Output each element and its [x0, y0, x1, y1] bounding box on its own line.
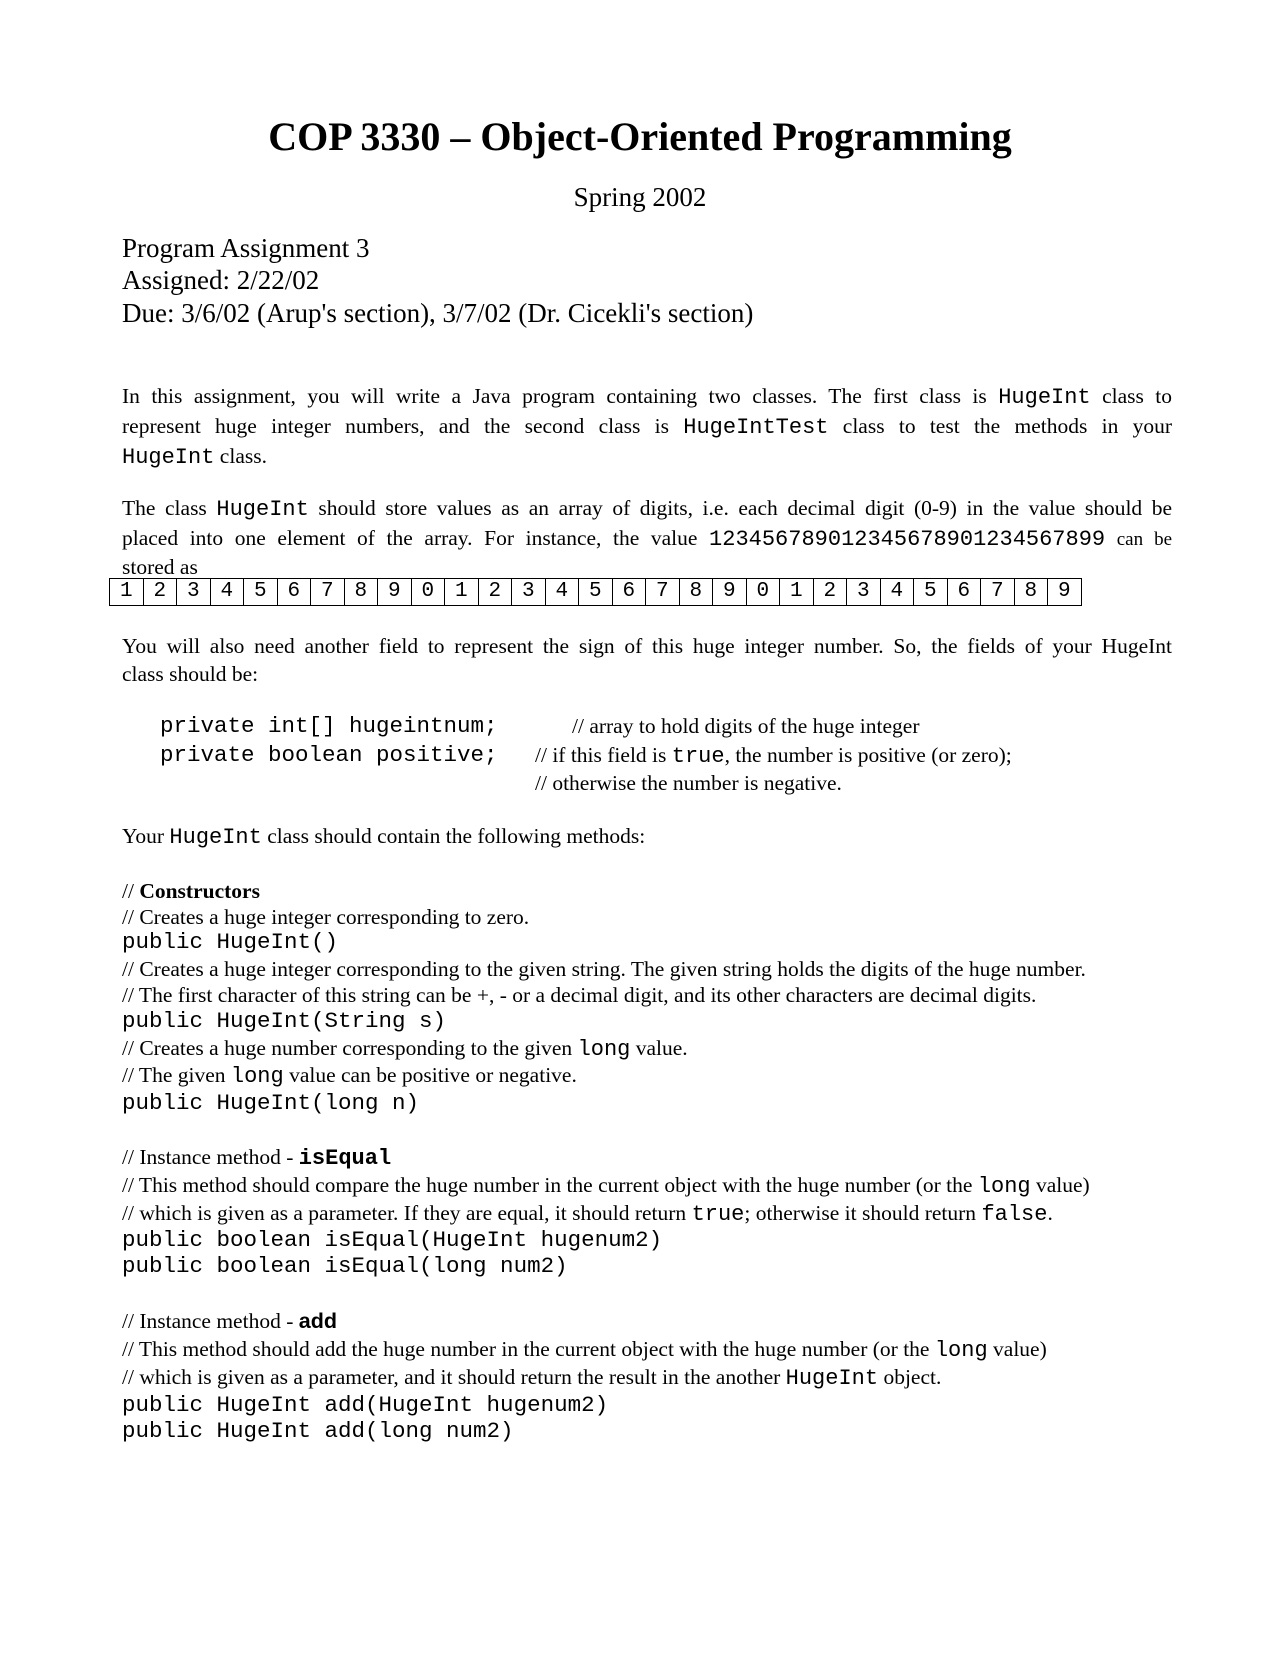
comment-text: // if this field is	[535, 743, 667, 767]
digit-cell: 5	[244, 579, 278, 605]
assigned-date: Assigned: 2/22/02	[122, 265, 320, 295]
digit-cell: 5	[579, 579, 613, 605]
isequal-heading	[122, 1144, 391, 1172]
comment-text: value)	[1036, 1173, 1090, 1197]
storage-text: The class	[122, 496, 207, 520]
inline-code: false	[981, 1202, 1048, 1227]
comment-text: ; otherwise it should return	[744, 1201, 977, 1225]
field-comment-sign	[535, 742, 1012, 770]
field-comment-digits: // array to hold digits of the huge integer	[572, 714, 920, 738]
isequal-comment-2	[122, 1200, 1053, 1228]
add-signature-long: public HugeInt add(long num2)	[122, 1418, 514, 1444]
inline-code: true	[671, 744, 725, 769]
comment-prefix: // Instance method -	[122, 1145, 294, 1169]
constructor-zero-signature: public HugeInt()	[122, 929, 339, 955]
digit-cell: 8	[1015, 579, 1049, 605]
digit-cell: 1	[110, 579, 144, 605]
section-heading: Constructors	[139, 879, 260, 903]
comment-prefix: // Instance method -	[122, 1309, 294, 1333]
section-heading: isEqual	[298, 1146, 392, 1171]
add-heading	[122, 1308, 337, 1334]
comment-text: value can be positive or negative.	[289, 1063, 577, 1087]
constructor-zero-comment: // Creates a huge integer corresponding to zero.	[122, 905, 530, 929]
inline-code: HugeIntTest	[683, 415, 829, 440]
field-declaration-sign: private boolean positive;	[160, 742, 498, 768]
add-comment-2	[122, 1364, 941, 1392]
digit-cell: 2	[814, 579, 848, 605]
digit-cell: 2	[144, 579, 178, 605]
digit-cell: 0	[747, 579, 781, 605]
digit-cell: 4	[881, 579, 915, 605]
digit-cell: 2	[479, 579, 513, 605]
comment-text: // This method should add the huge number in the current object with the huge number (or the	[122, 1337, 930, 1361]
digit-cell: 7	[646, 579, 680, 605]
digit-cell: 5	[914, 579, 948, 605]
constructor-long-comment-1	[122, 1035, 688, 1063]
comment-text: value.	[635, 1036, 688, 1060]
storage-text: can be	[1116, 529, 1173, 550]
digit-cell: 3	[847, 579, 881, 605]
sign-paragraph	[122, 632, 1172, 688]
digit-cell: 9	[713, 579, 747, 605]
inline-code: 123456789012345678901234567899	[709, 527, 1106, 552]
constructors-heading	[122, 878, 260, 904]
sign-text: You will also need another field to represent the sign of this huge integer number. So, the fields of your HugeInt	[122, 634, 1172, 658]
digit-cell: 8	[345, 579, 379, 605]
digit-cell: 8	[680, 579, 714, 605]
intro-text: class to test the methods in your	[842, 414, 1173, 438]
comment-text: // which is given as a parameter, and it should return the result in the another	[122, 1365, 781, 1389]
digit-cell: 1	[780, 579, 814, 605]
methods-intro-text: class should contain the following methods:	[267, 824, 646, 848]
sign-text: class should be:	[122, 662, 259, 686]
comment-text: , the number is positive (or zero);	[724, 743, 1012, 767]
inline-code: long	[230, 1064, 284, 1089]
storage-text: placed into one element of the array. For instance, the value	[122, 526, 698, 550]
inline-code: long	[934, 1338, 988, 1363]
digit-cell: 3	[512, 579, 546, 605]
digit-cell: 9	[378, 579, 412, 605]
constructor-string-comment-1: // Creates a huge integer corresponding to the given string. The given string holds the digits of the huge number.	[122, 957, 1086, 981]
inline-code: HugeInt	[785, 1366, 879, 1391]
digit-cell: 0	[412, 579, 446, 605]
section-heading: add	[298, 1309, 337, 1333]
stored-as-label: stored as	[122, 555, 198, 579]
comment-text: value)	[993, 1337, 1047, 1361]
inline-code: long	[577, 1037, 631, 1062]
digit-cell: 7	[311, 579, 345, 605]
digit-cell: 3	[177, 579, 211, 605]
add-comment-1	[122, 1336, 1047, 1364]
comment-text: object.	[883, 1365, 942, 1389]
intro-text: class.	[219, 444, 267, 468]
digit-cell: 7	[981, 579, 1015, 605]
field-declaration-digits: private int[] hugeintnum;	[160, 713, 498, 739]
digit-array	[109, 578, 1082, 606]
digit-cell: 1	[445, 579, 479, 605]
digit-cell: 6	[948, 579, 982, 605]
term-label: Spring 2002	[573, 182, 707, 212]
constructor-long-signature: public HugeInt(long n)	[122, 1090, 420, 1116]
field-comment-negative: // otherwise the number is negative.	[535, 771, 842, 795]
inline-code: HugeInt	[169, 825, 262, 850]
inline-code: HugeInt	[216, 497, 309, 522]
assignment-number: Program Assignment 3	[122, 233, 370, 263]
page-title: COP 3330 – Object-Oriented Programming	[268, 114, 1012, 159]
methods-intro	[122, 823, 645, 851]
comment-text: // which is given as a parameter. If they are equal, it should return	[122, 1201, 687, 1225]
storage-paragraph	[122, 494, 1172, 554]
isequal-signature-long: public boolean isEqual(long num2)	[122, 1253, 568, 1279]
inline-code: HugeInt	[998, 385, 1091, 410]
isequal-signature-hugeint: public boolean isEqual(HugeInt hugenum2)	[122, 1227, 663, 1253]
comment-text: // Creates a huge number corresponding to the given	[122, 1036, 573, 1060]
comment-text: .	[1047, 1201, 1053, 1225]
constructor-string-comment-2: // The first character of this string can be +, - or a decimal digit, and its other characters are decimal digits.	[122, 983, 1037, 1007]
due-date: Due: 3/6/02 (Arup's section), 3/7/02 (Dr. Cicekli's section)	[122, 298, 754, 328]
storage-text: should store values as an array of digits, i.e. each decimal digit (0-9) in the value should be	[318, 496, 1173, 520]
comment-prefix: //	[122, 879, 134, 903]
methods-intro-text: Your	[122, 824, 165, 848]
inline-code: HugeInt	[122, 445, 215, 470]
digit-cell: 4	[546, 579, 580, 605]
intro-text: class to	[1102, 384, 1173, 408]
digit-cell: 4	[211, 579, 245, 605]
constructor-string-signature: public HugeInt(String s)	[122, 1008, 447, 1034]
intro-text: In this assignment, you will write a Java program containing two classes. The first class is	[122, 384, 987, 408]
digit-cell: 9	[1048, 579, 1082, 605]
inline-code: true	[691, 1202, 745, 1227]
add-signature-hugeint: public HugeInt add(HugeInt hugenum2)	[122, 1392, 609, 1418]
isequal-comment-1	[122, 1172, 1090, 1200]
digit-cell: 6	[278, 579, 312, 605]
comment-text: // The given	[122, 1063, 226, 1087]
constructor-long-comment-2	[122, 1062, 577, 1090]
comment-text: // This method should compare the huge number in the current object with the huge number (or the	[122, 1173, 973, 1197]
inline-code: long	[977, 1174, 1031, 1199]
intro-text: represent huge integer numbers, and the second class is	[122, 414, 669, 438]
intro-paragraph	[122, 382, 1172, 472]
digit-cell: 6	[613, 579, 647, 605]
